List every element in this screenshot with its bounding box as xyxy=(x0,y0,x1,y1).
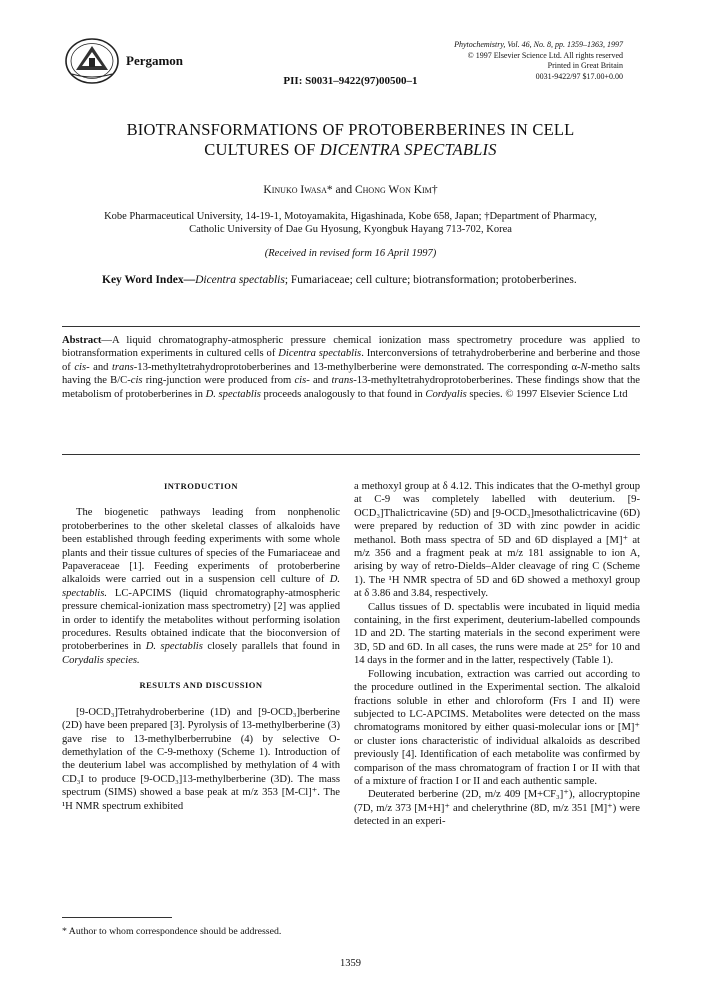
right-column xyxy=(354,480,640,829)
author-2: Chong Won Kim xyxy=(354,184,432,196)
abstract-text: proceeds analogously to that found in xyxy=(260,388,426,400)
right-paragraph-2: Callus tissues of D. spectablis were incubated in liquid media containing, in the first experiment, deuterium-labelled compounds 1D and 2D. The starting materials in the second experiment were 3D, 5D and 6D. In all cases, the runs were made at 25° for 10 and 14 days in the former and in the latter, respectively (Table 1). xyxy=(354,601,640,667)
received-date xyxy=(0,248,701,259)
affiliation-line-1: Kobe Pharmaceutical University, 14-19-1, Motoyamakita, Higashinada, Kobe 658, Japan; †Department of Pharmacy, xyxy=(104,211,597,222)
issn-line: 0031-9422/97 $17.00+0.00 xyxy=(535,71,623,81)
abstract-text: 13-methyltetrahydroprotoberberines. These findings show that the metabolism of protoberberines in xyxy=(62,375,640,400)
abstract-text: . Interconversions of tetrahydroberberine and berberine and those of xyxy=(62,348,641,373)
abstract-bottom-rule xyxy=(62,454,640,455)
author-and: and xyxy=(332,184,355,196)
abstract-italic: N xyxy=(580,361,588,373)
keywords-label: Key Word Index— xyxy=(102,274,196,286)
abstract-text: and xyxy=(309,375,332,387)
author-1: Kinuko Iwasa xyxy=(263,184,327,196)
keywords-rest: ; Fumariaceae; cell culture; biotransformation; protoberberines. xyxy=(284,274,577,286)
abstract-text: species. © 1997 Elsevier Science Ltd xyxy=(466,388,628,400)
affiliation xyxy=(80,210,621,236)
received-prefix: (Received in revised form xyxy=(264,248,375,259)
keyword-index xyxy=(102,273,602,288)
results-paragraph: [9-OCD₃]Tetrahydroberberine (1D) and [9-OCD₃]berberine (2D) have been prepared [3]. Pyrolysis of 13-methylberberine (3) gave rise to 13-methylberberrubine (4) by selective O-demethylation of the C-9-methoxy (Scheme 1). Introduction of the deuterium label was accomplished by methylation of 4 with CD₃I to produce [9-OCD₃]13-methylberberine (3D). The mass spectrum (SIMS) showed a base peak at m/z 353 [M-Cl]⁺. The ¹H NMR spectrum exhibited xyxy=(62,706,340,812)
title-line-2 xyxy=(0,140,701,160)
journal-citation: Phytochemistry, Vol. 46, No. 8, pp. 1359–1363, 1997 xyxy=(454,40,623,49)
intro-text: LC-APCIMS (liquid chromatography-atmospheric pressure chemical-ionization mass spectrometry) [2] was applied in order to identify the metabolites without performing isolation procedures. Results obtained indicate that the bioconversion of protoberberines in xyxy=(62,587,340,653)
received-year: 1997) xyxy=(409,248,437,259)
page-number: 1359 xyxy=(340,958,361,969)
title-line-1: BIOTRANSFORMATIONS OF PROTOBERBERINES IN CELL xyxy=(126,120,575,139)
abstract-text: -metho salts having the B/C- xyxy=(62,361,640,387)
section-gap xyxy=(62,667,340,679)
introduction-paragraph xyxy=(62,506,340,667)
abstract-text: —A liquid chromatography-atmospheric pressure chemical ionization mass spectrometry procedure was applied to biotransformation experiments in cultured cells of xyxy=(62,335,640,360)
results-heading: RESULTS AND DISCUSSION xyxy=(139,680,263,691)
publisher-name: Pergamon xyxy=(126,53,184,68)
abstract-text: and xyxy=(89,361,112,373)
abstract-text: ring-junction were produced from xyxy=(142,375,295,387)
pii: PII: S0031–9422(97)00500–1 xyxy=(283,75,418,87)
abstract xyxy=(62,334,640,401)
abstract-italic: Dicentra spectablis xyxy=(278,348,362,360)
intro-text: The biogenetic pathways leading from nonphenolic protoberberines to the other skeletal classes of alkaloids have been established through feeding experiments with some whole plants and their tissue cultures of species of the Fumariaceae and Papaveraceae [1]. Feeding experiments of protoberberine alkaloids were carried out in a suspension cell culture of xyxy=(62,507,340,586)
article-title xyxy=(0,120,701,160)
abstract-italic: cis- xyxy=(74,361,90,373)
footnote-rule xyxy=(62,917,172,918)
title-line-2-prefix: CULTURES OF xyxy=(204,140,320,159)
abstract-italic: cis- xyxy=(294,375,310,387)
abstract-label: Abstract xyxy=(62,335,102,346)
intro-italic: Corydalis species. xyxy=(62,654,140,666)
abstract-italic: cis xyxy=(130,375,143,387)
keywords-species: Dicentra spectablis xyxy=(195,274,285,286)
correspondence-footnote: * Author to whom correspondence should be addressed. xyxy=(62,926,282,937)
received-day-month: 16 April xyxy=(374,248,410,259)
intro-text: closely parallels that found in xyxy=(202,641,340,653)
intro-italic: D. spectablis. xyxy=(62,574,340,599)
author-1-mark: * xyxy=(326,184,333,196)
abstract-text: 13-methyltetrahydroprotoberberines and 13-methylberberine were demonstrated. The corresponding α- xyxy=(137,361,581,373)
right-paragraph-3: Following incubation, extraction was carried out according to the procedure outlined in the Experimental section. The alkaloid fractions soluble in ether and chloroform (Frs I and II) were subjected to LC-APCIMS. Metabolites were detected on the mass chromatograms monitored by either quasi-molecular ions or [M]⁺ or cluster ions characteristic of individual alkaloids as described previously [4]. Identification of each metabolite was confirmed by comparison of the mass chromatogram of fraction I or II with that of a mixture of fraction I or II and each authentic sample. xyxy=(354,668,640,787)
intro-italic: D. spectablis xyxy=(145,641,203,653)
abstract-italic: trans- xyxy=(331,375,357,387)
author-2-mark: † xyxy=(431,184,438,196)
right-paragraph-1: a methoxyl group at δ 4.12. This indicates that the O-methyl group at C-9 was completely labelled with deuterium. [9-OCD₃]Thalictricavine (5D) and [9-OCD₃]mesothalictricavine (6D) were prepared by reduction of 3D with zinc powder in acidic methanol. Both mass spectra of 5D and 6D displayed a [M]⁺ at m/z 356 and a fragment peak at m/z 181 assignable to ion A, arising by way of retro-Dields–Alder cleavage of ring C (Scheme 1). The ¹H NMR spectra of 5D and 6D showed a methoxyl group at δ 3.86 and 3.84, respectively. xyxy=(354,481,640,600)
author-list xyxy=(0,184,701,196)
affiliation-line-2: Catholic University of Dae Gu Hyosung, Kyongbuk Hayang 713-702, Korea xyxy=(189,224,512,235)
left-column xyxy=(62,480,340,813)
introduction-heading: INTRODUCTION xyxy=(163,481,238,491)
abstract-italic: D. spectablis xyxy=(205,388,261,400)
printed-line: Printed in Great Britain xyxy=(547,61,623,70)
abstract-top-rule xyxy=(62,326,640,327)
title-species: DICENTRA SPECTABLIS xyxy=(319,140,497,159)
right-paragraph-4: Deuterated berberine (2D, m/z 409 [M+CF₃]⁺), allocryptopine (7D, m/z 373 [M+H]⁺ and chelerythrine (8D, m/z 351 [M]⁺) were detected in an experi- xyxy=(354,789,640,828)
copyright-line: © 1997 Elsevier Science Ltd. All rights reserved xyxy=(467,50,623,60)
abstract-italic: trans- xyxy=(111,361,138,373)
abstract-italic: Cordyalis xyxy=(425,388,467,400)
